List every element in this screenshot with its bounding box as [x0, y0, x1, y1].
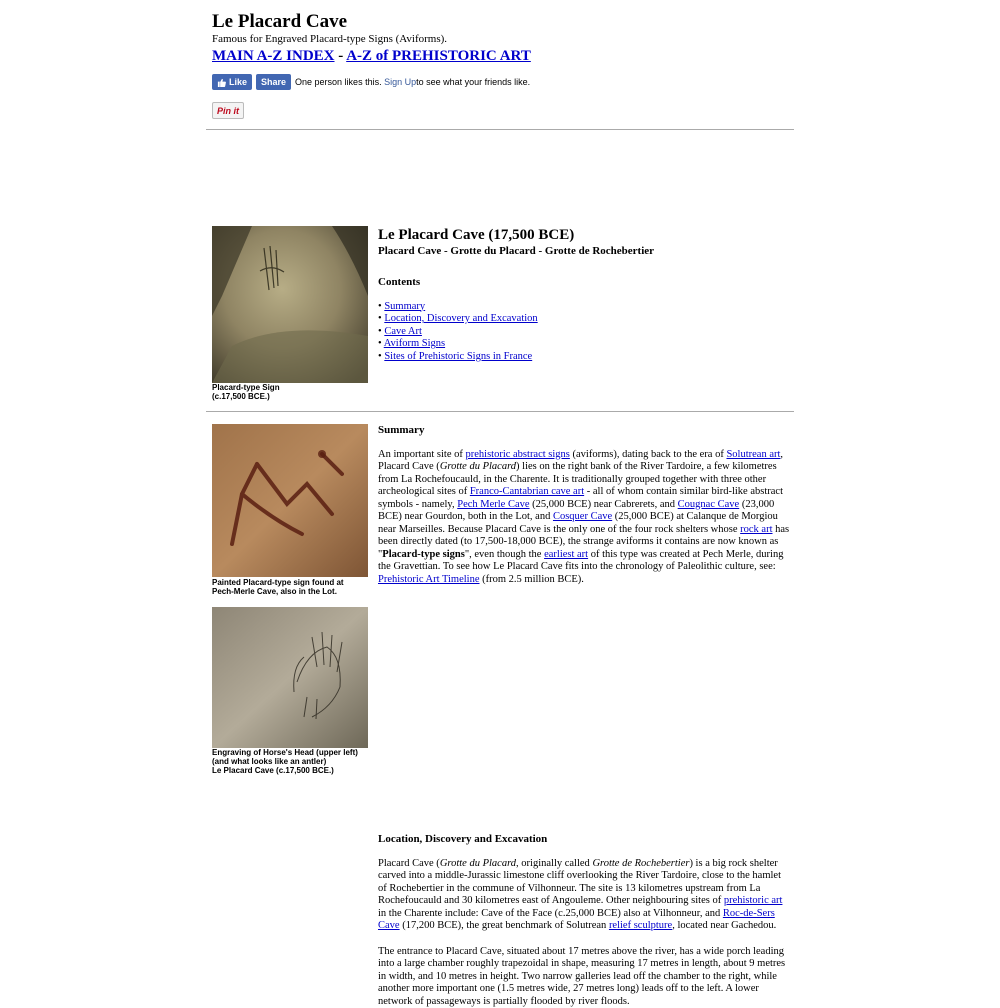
main-index-link[interactable]: MAIN A-Z INDEX: [212, 48, 335, 64]
page-header: [212, 10, 792, 66]
pech-merle-link[interactable]: Pech Merle Cave: [457, 499, 529, 510]
toc-item: [378, 313, 790, 326]
location-section: [378, 833, 790, 1008]
contents-heading: Contents: [378, 276, 790, 289]
earliest-art-link[interactable]: earliest art: [544, 549, 588, 560]
solutrean-art-link[interactable]: Solutrean art: [726, 449, 780, 460]
signup-tail-text: to see what your friends like.: [416, 77, 530, 87]
pech-merle-sign-image: [212, 424, 368, 577]
page-title: Le Placard Cave: [212, 10, 792, 33]
toc-link-aviform-signs[interactable]: Aviform Signs: [384, 338, 445, 349]
toc-item: [378, 301, 790, 314]
breadcrumb: [212, 46, 792, 66]
alternate-names: Placard Cave - Grotte du Placard - Grotte de Rochebertier: [378, 244, 790, 258]
relief-sculpture-link[interactable]: relief sculpture: [609, 920, 672, 931]
rock-art-link[interactable]: rock art: [740, 524, 772, 535]
section-heading: Location, Discovery and Excavation: [378, 833, 790, 846]
like-button[interactable]: [212, 74, 252, 90]
table-of-contents: [378, 301, 790, 364]
roc-de-sers-link[interactable]: Roc-de-Sers Cave: [378, 908, 775, 932]
prehistoric-art-index-link[interactable]: A-Z of PREHISTORIC ART: [346, 48, 531, 64]
toc-link-sites[interactable]: Sites of Prehistoric Signs in France: [384, 351, 532, 362]
prehistoric-art-link[interactable]: prehistoric art: [724, 895, 783, 906]
cougnac-link[interactable]: Cougnac Cave: [678, 499, 740, 510]
thumbs-up-icon: [217, 78, 226, 87]
like-label: Like: [229, 77, 247, 87]
section-heading: Summary: [378, 424, 790, 437]
toc-link-location[interactable]: Location, Discovery and Excavation: [384, 313, 537, 324]
summary-paragraph: An important site of prehistoric abstract signs (aviforms), dating back to the era of Solutrean art, Placard Cave (Grotte du Placard) lies on the right bank of the River Tardoire, a few kilometres from La Rochefoucauld, in the Charente. It is traditionally grouped together with three other archeological sites of Franco-Cantabrian cave art - all of whom contain similar bird-like abstract symbols - namely, Pech Merle Cave (25,000 BCE) near Cabrerets, and Cougnac Cave (23,000 BCE) near Gourdon, both in the Lot, and Cosquer Cave (25,000 BCE) at Calanque de Morgiou near Marseilles. Because Placard Cave is the only one of the four rock shelters whose rock art has been directly dated (to 17,500-18,000 BCE), the strange aviforms it contains are now known as "Placard-type signs", even though the earliest art of this type was created at Pech Merle, during the Gravettian. To see how Le Placard Cave fits into the chronology of Paleolithic culture, see: Prehistoric Art Timeline (from 2.5 million BCE).: [378, 449, 790, 587]
location-paragraph: Placard Cave (Grotte du Placard, originally called Grotte de Rochebertier) is a big rock shelter carved into a middle-Jurassic limestone cliff overlooking the River Tardoire, close to the hamlet of Rochebertier in the commune of Vilhonneur. The site is 13 kilometres upstream from La Rochefoucauld and 30 kilometres east of Angouleme. Other neighbouring sites of prehistoric art in the Charente include: Cave of the Face (c.25,000 BCE) also at Vilhonneur, and Roc-de-Sers Cave (17,200 BCE), the great benchmark of Solutrean relief sculpture, located near Gachedou.: [378, 858, 790, 933]
share-button[interactable]: Share: [256, 74, 291, 90]
signup-link[interactable]: Sign Up: [384, 77, 416, 87]
divider: [206, 411, 794, 412]
article-heading: Le Placard Cave (17,500 BCE): [378, 226, 790, 244]
entrance-paragraph: The entrance to Placard Cave, situated about 17 metres above the river, has a wide porch leading into a large chamber roughly trapezoidal in shape, measuring 17 metres in length, about 9 metres in width, and 10 metres in height. Two narrow galleries lead off the chamber to the right, while another more important one (1.5 metres wide, 27 metres long) leads off to the left. A lower network of passageways is partially flooded by river floods.: [378, 946, 790, 1008]
toc-link-summary[interactable]: Summary: [384, 301, 425, 312]
placard-sign-image: [212, 226, 368, 383]
toc-link-cave-art[interactable]: Cave Art: [384, 326, 422, 337]
page-subtitle: Famous for Engraved Placard-type Signs (Aviforms).: [212, 33, 792, 46]
horse-head-engraving-image: [212, 607, 368, 748]
pin-it-button[interactable]: Pin it: [212, 102, 244, 119]
franco-cantabrian-link[interactable]: Franco-Cantabrian cave art: [470, 486, 584, 497]
divider: [206, 129, 794, 130]
figure-caption: Painted Placard-type sign found at Pech-Merle Cave, also in the Lot.: [212, 578, 372, 596]
figure-caption: Engraving of Horse's Head (upper left) (and what looks like an antler) Le Placard Cave (c.17,500 BCE.): [212, 748, 372, 775]
toc-item: [378, 326, 790, 339]
summary-section: [378, 424, 790, 586]
toc-item: [378, 351, 790, 364]
article-intro: [378, 226, 790, 363]
likes-count-text: One person likes this.: [295, 77, 382, 87]
abstract-signs-link[interactable]: prehistoric abstract signs: [466, 449, 570, 460]
toc-item: [378, 338, 790, 351]
figure-caption: Placard-type Sign (c.17,500 BCE.): [212, 383, 372, 401]
facebook-widget: [212, 74, 530, 90]
timeline-link[interactable]: Prehistoric Art Timeline: [378, 574, 480, 585]
cosquer-link[interactable]: Cosquer Cave: [553, 511, 612, 522]
breadcrumb-separator: -: [335, 48, 347, 64]
